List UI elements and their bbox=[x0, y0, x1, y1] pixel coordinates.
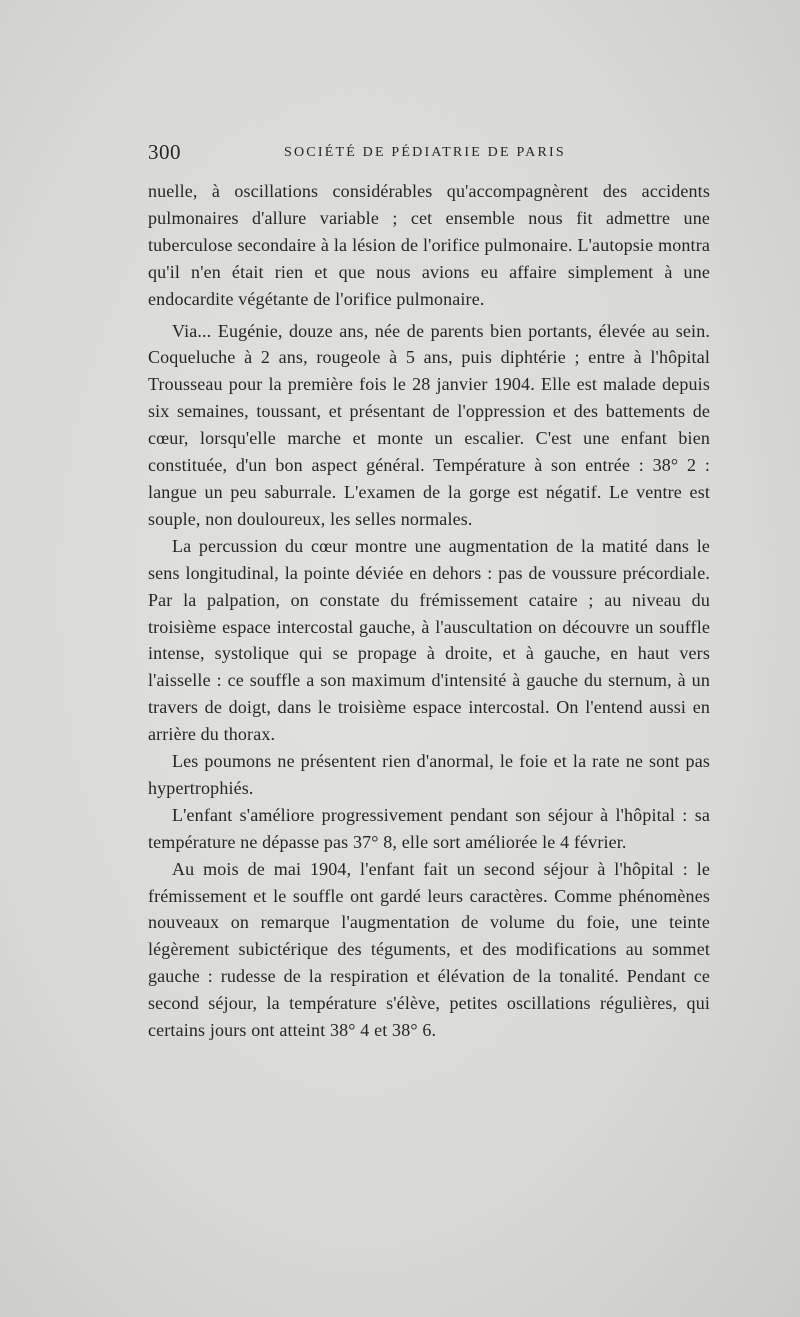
paragraph: Via... Eugénie, douze ans, née de parents bien portants, élevée au sein. Coqueluche à 2 ans, rougeole à 5 ans, puis diphtérie ; entre à l'hôpital Trousseau pour la première fois le 28 janvier 1904. Elle est malade depuis six semaines, toussant, et présentant de l'oppression et des battements de cœur, lorsqu'elle marche et monte un escalier. C'est une enfant bien constituée, d'un bon aspect général. Température à son entrée : 38° 2 : langue un peu saburrale. L'examen de la gorge est négatif. Le ventre est souple, non douloureux, les selles normales. bbox=[148, 320, 710, 529]
paragraph: Les poumons ne présentent rien d'anormal, le foie et la rate ne sont pas hypertrophiés. bbox=[148, 751, 710, 798]
page-header bbox=[148, 140, 710, 170]
body-text bbox=[148, 178, 710, 1044]
page-number: 300 bbox=[148, 140, 181, 164]
running-head: SOCIÉTÉ DE PÉDIATRIE DE PARIS bbox=[284, 145, 566, 160]
paragraph: Au mois de mai 1904, l'enfant fait un second séjour à l'hôpital : le frémissement et le souffle ont gardé leurs caractères. Comme phénomènes nouveaux on remarque l'augmentation de volume du foie, une teinte légèrement subictérique des téguments, et des modifications au sommet gauche : rudesse de la respiration et élévation de la tonalité. Pendant ce second séjour, la température s'élève, petites oscillations régulières, qui certains jours ont atteint 38° 4 et 38° 6. bbox=[148, 858, 710, 1041]
paragraph: nuelle, à oscillations considérables qu'accompagnèrent des accidents pulmonaires d'allure variable ; cet ensemble nous fit admettre une tuberculose secondaire à la lésion de l'orifice pulmonaire. L'autopsie montra qu'il n'en était rien et que nous avions eu affaire simplement à une endocardite végétante de l'orifice pulmonaire. bbox=[148, 181, 710, 309]
paragraph: L'enfant s'améliore progressivement pendant son séjour à l'hôpital : sa température ne dépasse pas 37° 8, elle sort améliorée le 4 février. bbox=[148, 804, 710, 852]
paragraph: La percussion du cœur montre une augmentation de la matité dans le sens longitudinal, la pointe déviée en dehors : pas de voussure précordiale. Par la palpation, on constate du frémissement cataire ; au niveau du troisième espace intercostal gauche, à l'auscultation on découvre un souffle intense, systolique qui se propage à droite, et à gauche, en haut vers l'aisselle : ce souffle a son maximum d'intensité à gauche du sternum, à un travers de doigt, dans le troisième espace intercostal. On l'entend aussi en arrière du thorax. bbox=[148, 535, 710, 745]
